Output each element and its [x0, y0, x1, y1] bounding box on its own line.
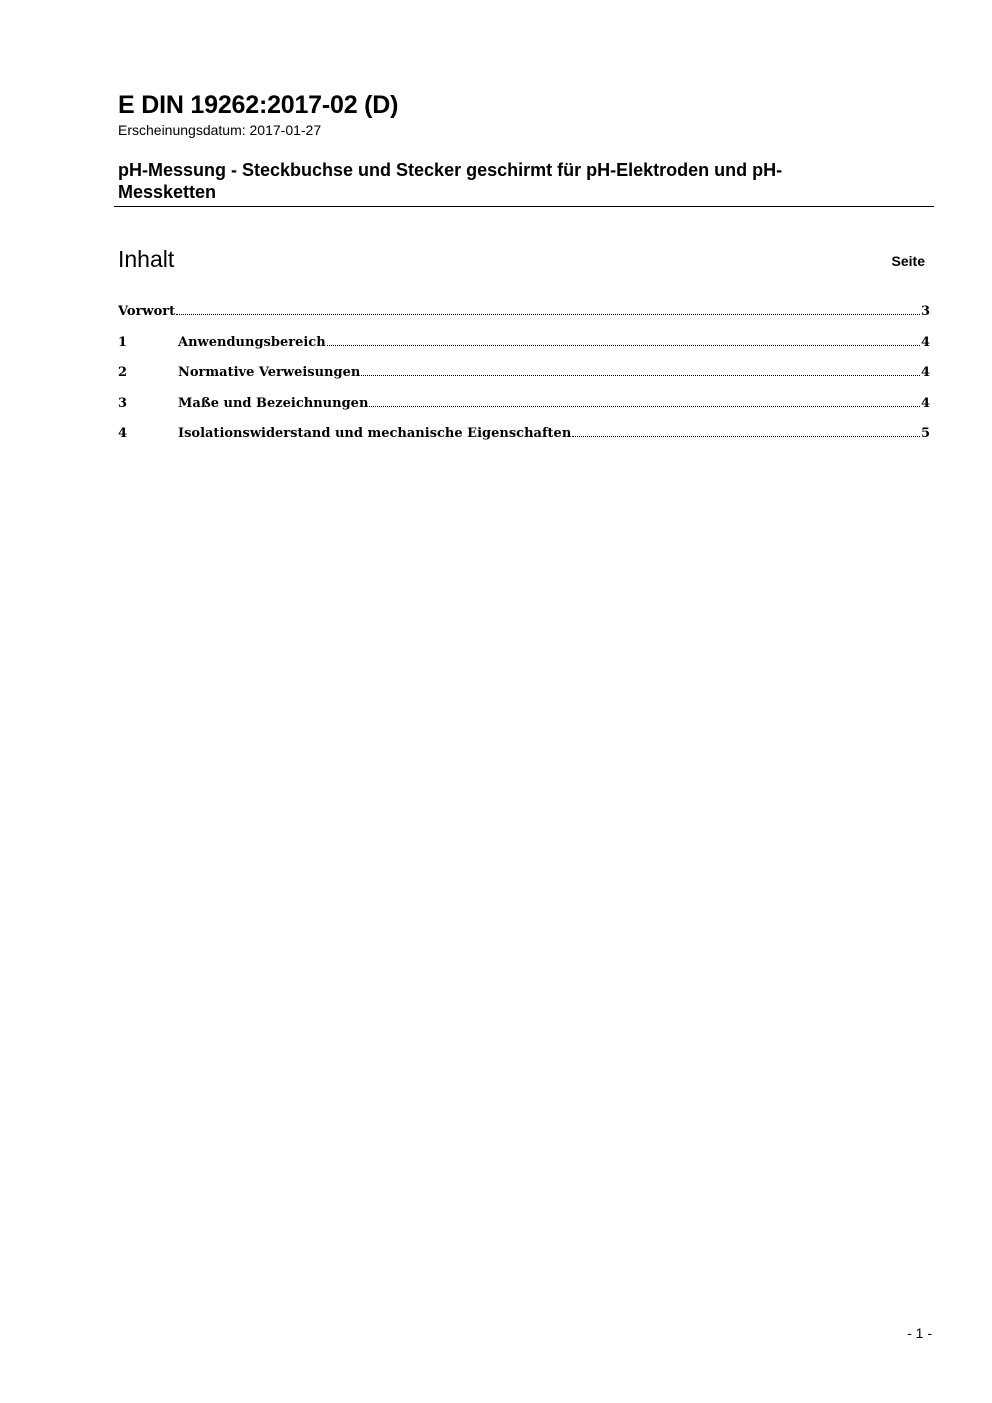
- toc-entry-anwendungsbereich[interactable]: [118, 332, 930, 363]
- toc-entry-label: Normative Verweisungen: [178, 365, 361, 380]
- toc-dot-leader: [369, 394, 920, 407]
- toc-entry-page: 4: [920, 395, 930, 411]
- toc-entry-number: 1: [118, 334, 128, 350]
- toc-entry-number: 2: [118, 365, 128, 380]
- toc-entry-masse-und-bezeichnungen[interactable]: [118, 393, 930, 424]
- toc-entry-label: Maße und Bezeichnungen: [178, 395, 369, 411]
- toc-dot-leader: [327, 333, 920, 346]
- toc-entry-page: 5: [920, 426, 930, 441]
- toc-entry-page: 4: [920, 334, 930, 350]
- document-title: pH-Messung - Steckbuchse und Stecker geschirmt für pH-Elektroden und pH-Messketten: [118, 160, 783, 202]
- document-id: E DIN 19262:2017-02 (D): [118, 91, 399, 119]
- toc-page-column-label: Seite: [891, 253, 925, 269]
- toc-entry-normative-verweisungen[interactable]: [118, 362, 930, 393]
- toc-entry-page: 3: [920, 304, 930, 319]
- toc-entry-label: Isolationswiderstand und mechanische Eigenschaften: [178, 426, 572, 441]
- table-of-contents: [118, 301, 930, 454]
- toc-entry-vorwort[interactable]: [118, 301, 930, 332]
- toc-entry-number: 3: [118, 395, 128, 411]
- toc-entry-isolationswiderstand[interactable]: [118, 423, 930, 454]
- toc-dot-leader: [176, 302, 920, 315]
- toc-dot-leader: [361, 363, 920, 376]
- toc-entry-label: Anwendungsbereich: [178, 334, 326, 350]
- toc-heading: Inhalt: [118, 246, 175, 272]
- toc-entry-page: 4: [920, 365, 930, 380]
- page-number: - 1 -: [907, 1325, 932, 1341]
- title-divider: [114, 206, 934, 207]
- publication-date: Erscheinungsdatum: 2017-01-27: [118, 122, 322, 138]
- toc-entry-number: 4: [118, 426, 128, 441]
- toc-dot-leader: [572, 424, 920, 437]
- toc-entry-label: Vorwort: [118, 304, 176, 319]
